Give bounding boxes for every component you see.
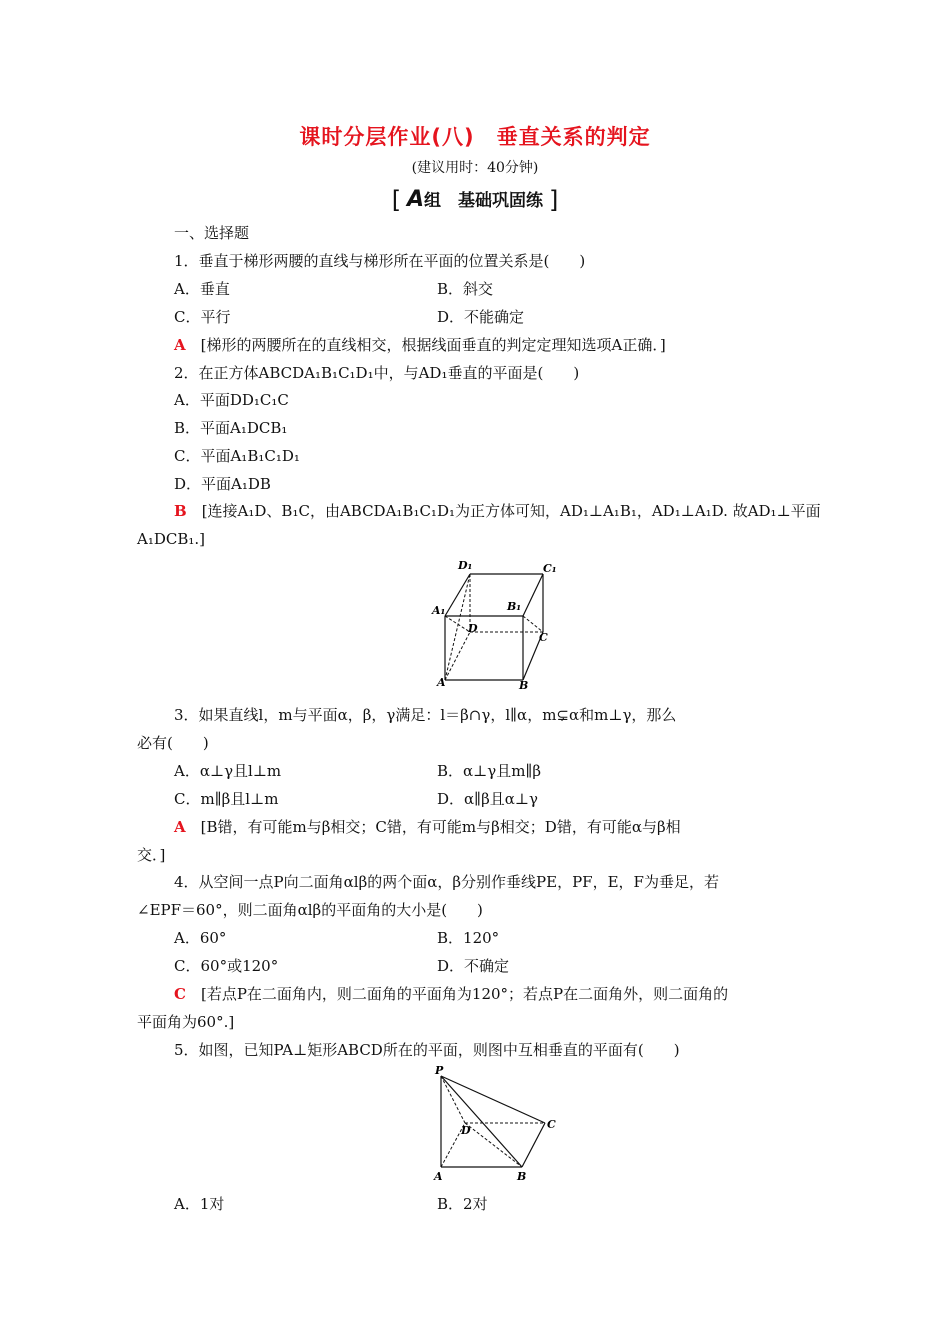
group-name: 组 基础巩固练 — [424, 191, 544, 211]
bracket-open: [ — [391, 186, 402, 214]
q1-explanation-text: [梯形的两腰所在的直线相交，根据线面垂直的判定定理知选项A正确．] — [200, 336, 666, 354]
pyramid-figure — [425, 1064, 565, 1186]
q3-option-a: A．α⊥γ且l⊥m — [174, 762, 282, 780]
group-header — [0, 186, 950, 214]
cube-label-c: C — [539, 631, 548, 644]
section-heading: 一、选择题 — [174, 224, 250, 242]
q2-option-a: A．平面DD₁C₁C — [174, 391, 289, 409]
cube-label-a1: A₁ — [432, 604, 446, 617]
pyramid-label-b: B — [517, 1170, 527, 1183]
q2-explanation-line1 — [174, 501, 821, 521]
q3-stem-line2: 必有( ) — [137, 734, 209, 752]
q1-option-d: D．不能确定 — [437, 308, 525, 326]
q4-option-b: B．120° — [437, 929, 500, 947]
pyramid-label-d: D — [461, 1124, 471, 1137]
q3-option-c: C．m∥β且l⊥m — [174, 790, 279, 808]
cube-label-d: D — [468, 622, 478, 635]
pyramid-label-a: A — [434, 1170, 443, 1183]
pyramid-label-c: C — [547, 1118, 556, 1131]
q4-explanation-line2: 平面角为60°.] — [137, 1013, 235, 1031]
q4-answer: C — [174, 985, 186, 1003]
cube-label-b: B — [519, 679, 529, 690]
cube-label-c1: C₁ — [543, 562, 557, 575]
q3-explanation-line2: 交．] — [137, 846, 166, 864]
q2-option-c: C．平面A₁B₁C₁D₁ — [174, 447, 300, 465]
q2-explanation-line2: A₁DCB₁.] — [137, 530, 206, 548]
group-letter: A — [406, 187, 425, 212]
cube-label-d1: D₁ — [458, 559, 473, 572]
q1-stem: 1．垂直于梯形两腰的直线与梯形所在平面的位置关系是( ) — [174, 252, 586, 270]
q5-stem: 5．如图，已知PA⊥矩形ABCD所在的平面，则图中互相垂直的平面有( ) — [174, 1041, 680, 1059]
q4-option-a: A．60° — [174, 929, 227, 947]
q2-stem: 2．在正方体ABCDA₁B₁C₁D₁中，与AD₁垂直的平面是( ) — [174, 364, 580, 382]
q4-explanation-line1 — [174, 984, 728, 1004]
q3-answer: A — [174, 818, 186, 836]
cube-label-a: A — [437, 676, 446, 689]
q3-explanation-line1 — [174, 817, 681, 837]
q2-option-d: D．平面A₁DB — [174, 475, 271, 493]
q3-explanation-text: [B错，有可能m与β相交；C错，有可能m与β相交；D错，有可能α与β相 — [200, 818, 681, 836]
q1-option-b: B．斜交 — [437, 280, 494, 298]
cube-figure — [425, 558, 565, 690]
q1-option-a: A．垂直 — [174, 280, 230, 298]
page-title: 课时分层作业(八) 垂直关系的判定 — [299, 125, 651, 149]
q4-option-c: C．60°或120° — [174, 957, 279, 975]
q4-stem-line1: 4．从空间一点P向二面角αlβ的两个面α，β分别作垂线PE，PF，E，F为垂足，若 — [174, 873, 719, 891]
q4-explanation-text: [若点P在二面角内，则二面角的平面角为120°；若点P在二面角外，则二面角的 — [200, 985, 729, 1003]
q2-option-b: B．平面A₁DCB₁ — [174, 419, 288, 437]
suggested-time: (建议用时：40分钟) — [411, 160, 539, 176]
pyramid-label-p: P — [435, 1064, 444, 1077]
q5-option-b: B．2对 — [437, 1195, 488, 1213]
cube-label-b1: B₁ — [507, 600, 522, 613]
q3-option-b: B．α⊥γ且m∥β — [437, 762, 542, 780]
q1-option-c: C．平行 — [174, 308, 231, 326]
bracket-close: ] — [548, 186, 559, 214]
q4-option-d: D．不确定 — [437, 957, 510, 975]
q1-answer: A — [174, 336, 186, 354]
q2-explanation-text: [连接A₁D、B₁C，由ABCDA₁B₁C₁D₁为正方体可知，AD₁⊥A₁B₁，AD₁⊥A₁D. 故AD₁⊥平面 — [201, 502, 821, 520]
q1-explanation — [174, 335, 666, 355]
q2-answer: B — [174, 502, 187, 520]
q4-stem-line2: ∠EPF＝60°，则二面角αlβ的平面角的大小是( ) — [137, 901, 483, 919]
q3-option-d: D．α∥β且α⊥γ — [437, 790, 538, 808]
q5-option-a: A．1对 — [174, 1195, 225, 1213]
q3-stem-line1: 3．如果直线l，m与平面α，β，γ满足：l＝β∩γ，l∥α，m⊊α和m⊥γ，那么 — [174, 706, 677, 724]
